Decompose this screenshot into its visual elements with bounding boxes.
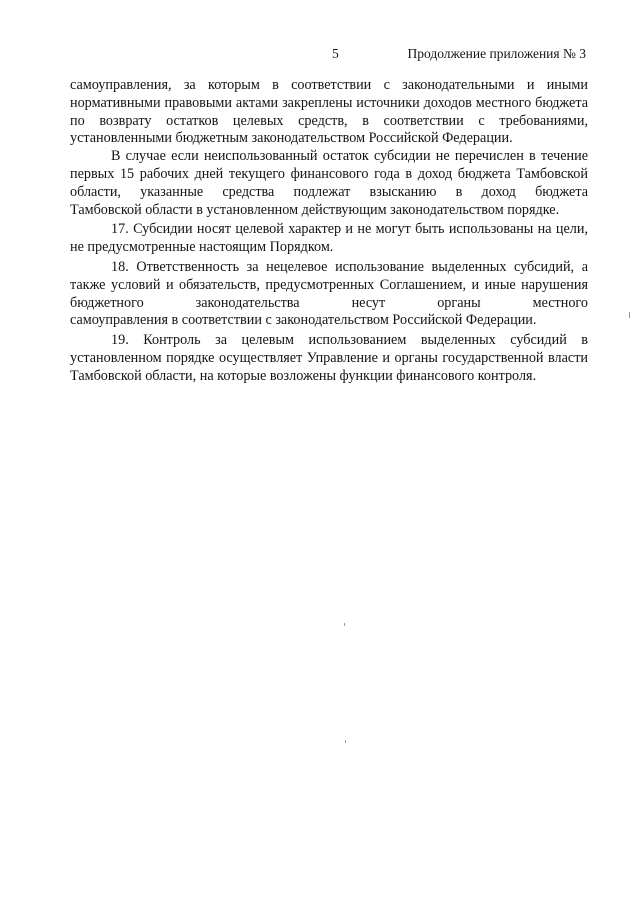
paragraph-18: 18. Ответственность за нецелевое использование выделенных субсидий, а также условий и обязательств, предусмотренных Соглашением, и иные нарушения бюджетного законодательства несут органы местного bbox=[70, 258, 588, 311]
paragraph-17: 17. Субсидии носят целевой характер и не могут быть использованы на цели, не предусмотренные настоящим Порядком. bbox=[70, 221, 588, 256]
paragraph-18-end: самоуправления в соответствии с законодательством Российской Федерации. bbox=[70, 312, 537, 329]
scan-speck bbox=[344, 623, 345, 626]
paragraph-unused-balance: В случае если неиспользованный остаток субсидии не перечислен в течение первых 15 рабочих дней текущего финансового года в доход бюджета Тамбовской области, указанные средства подлежат взысканию в доход бюджета bbox=[70, 148, 588, 200]
page-number: 5 bbox=[332, 46, 339, 61]
paragraph-19: 19. Контроль за целевым использованием выделенных субсидий в установленном порядке осуществляет Управление и органы государственной власти Тамбовской области, на которые возложены функции финансового контроля. bbox=[70, 332, 588, 384]
appendix-continuation-label: Продолжение приложения № 3 bbox=[407, 46, 586, 61]
paragraph-unused-balance-end: Тамбовской области в установленном действующим законодательством порядке. bbox=[70, 201, 560, 218]
paragraph-continued: самоуправления, за которым в соответствии с законодательными и иными нормативными правовыми актами закреплены источники доходов местного бюджета по возврату остатков целевых средств, в соответствии с требованиями, установленными бюджетным законодательством Российской Федерации. bbox=[70, 77, 588, 147]
document-body bbox=[70, 77, 588, 386]
scan-speck bbox=[345, 740, 346, 743]
scan-speck bbox=[629, 312, 630, 318]
page-header bbox=[0, 46, 640, 66]
